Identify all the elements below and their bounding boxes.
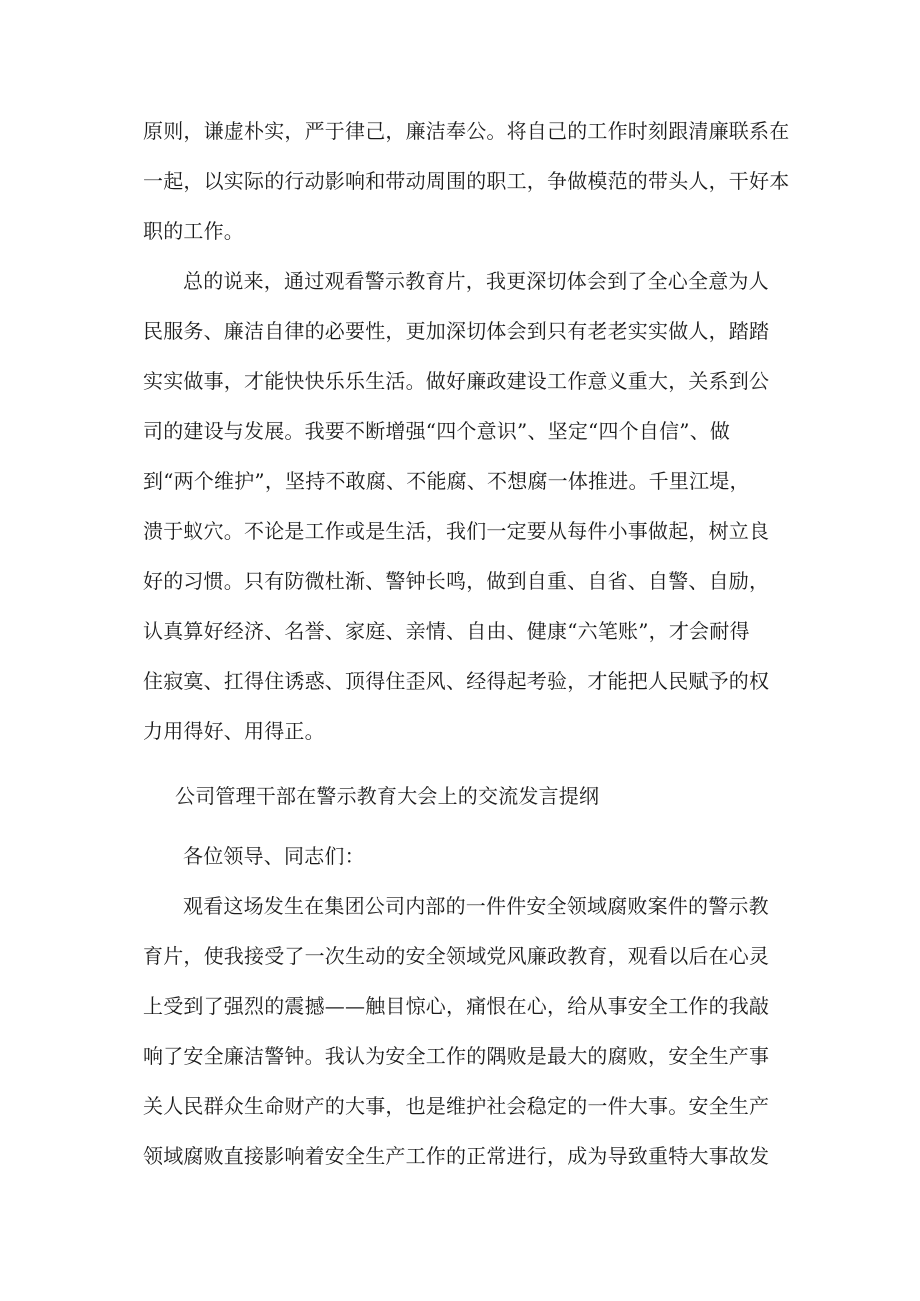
paragraph-2-line-10: 力用得好、用得正。 xyxy=(143,719,325,743)
paragraph-2-line-4: 司的建设与发展。我要不断增强“四个意识”、坚定“四个自信”、做 xyxy=(143,419,731,443)
paragraph-1-line-1: 原则，谦虚朴实，严于律己，廉洁奉公。将自己的工作时刻跟清廉联系在 xyxy=(143,119,790,143)
paragraph-2-line-6: 溃于蚁穴。不论是工作或是生活，我们一定要从每件小事做起，树立良 xyxy=(143,519,770,543)
salutation: 各位领导、同志们： xyxy=(183,844,365,868)
paragraph-2-line-1: 总的说来，通过观看警示教育片，我更深切体会到了全心全意为人 xyxy=(183,269,769,293)
section-title: 公司管理干部在警示教育大会上的交流发言提纲 xyxy=(175,784,600,808)
paragraph-3-line-6: 领域腐败直接影响着安全生产工作的正常进行，成为导致重特大事故发 xyxy=(143,1144,770,1168)
paragraph-3-line-3: 上受到了强烈的震撼——触目惊心，痛恨在心，给从事安全工作的我敲 xyxy=(143,994,770,1018)
paragraph-2-line-8: 认真算好经济、名誉、家庭、亲情、自由、健康“六笔账”，才会耐得 xyxy=(143,619,750,643)
paragraph-2-line-2: 民服务、廉洁自律的必要性，更加深切体会到只有老老实实做人，踏踏 xyxy=(143,319,770,343)
paragraph-2-line-7: 好的习惯。只有防微杜渐、警钟长鸣，做到自重、自省、自警、自励， xyxy=(143,569,770,593)
paragraph-3-line-1: 观看这场发生在集团公司内部的一件件安全领域腐败案件的警示教 xyxy=(183,894,769,918)
paragraph-3-line-2: 育片，使我接受了一次生动的安全领域党风廉政教育，观看以后在心灵 xyxy=(143,944,770,968)
paragraph-2-line-3: 实实做事，才能快快乐乐生活。做好廉政建设工作意义重大，关系到公 xyxy=(143,369,770,393)
paragraph-3-line-4: 响了安全廉洁警钟。我认为安全工作的隅败是最大的腐败，安全生产事 xyxy=(143,1044,770,1068)
paragraph-3-line-5: 关人民群众生命财产的大事，也是维护社会稳定的一件大事。安全生产 xyxy=(143,1094,770,1118)
paragraph-1-line-2: 一起，以实际的行动影响和带动周围的职工，争做模范的带头人，干好本 xyxy=(143,169,790,193)
paragraph-2-line-5: 到“两个维护”，坚持不敢腐、不能腐、不想腐一体推进。千里江堤， xyxy=(143,469,750,493)
paragraph-1-line-3: 职的工作。 xyxy=(143,219,244,243)
paragraph-2-line-9: 住寂寞、扛得住诱惑、顶得住歪风、经得起考验，才能把人民赋予的权 xyxy=(143,669,770,693)
